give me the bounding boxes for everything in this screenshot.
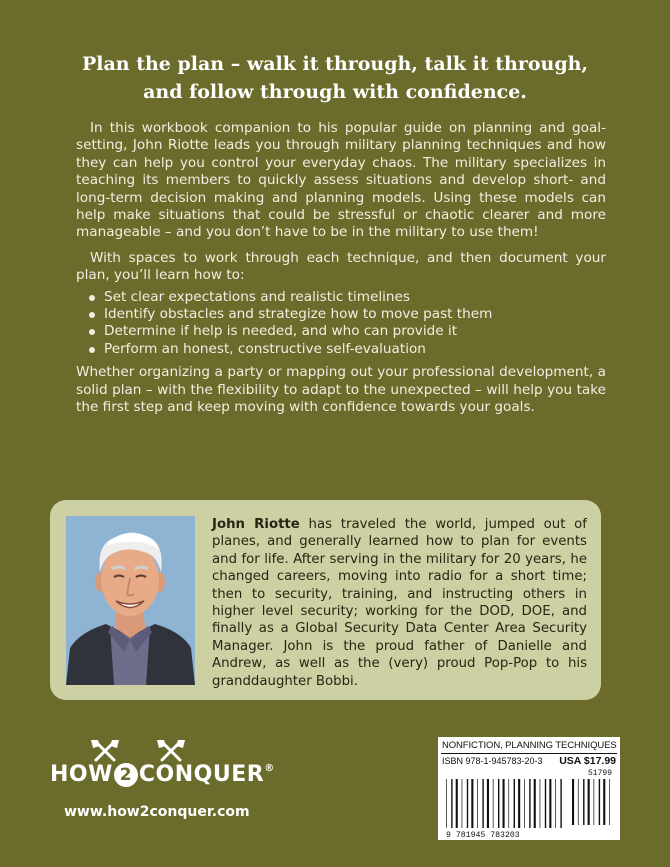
- barcode-isbn: ISBN 978-1-945783-20-3: [442, 756, 543, 766]
- barcode-bar: [572, 779, 574, 825]
- barcode-bar: [451, 779, 452, 828]
- author-illustration: [66, 516, 195, 685]
- barcode-main-bars: [446, 779, 562, 828]
- barcode-price-code: 51799: [587, 769, 612, 778]
- registered-mark: ®: [264, 763, 275, 774]
- barcode-bar: [583, 779, 584, 825]
- bullet-item: Perform an honest, constructive self-evaluation: [88, 341, 606, 358]
- barcode-bar: [555, 779, 556, 828]
- barcode-bar: [514, 779, 515, 828]
- publisher-wordmark: [50, 762, 275, 787]
- barcode-bar: [545, 779, 546, 828]
- author-bio-panel: [50, 500, 601, 700]
- author-bio-text: [212, 516, 587, 690]
- barcode-bar: [603, 779, 605, 825]
- closing-paragraph: Whether organizing a party or mapping out your professional development, a solid plan – with the flexibility to adapt to the unexpected – will help you take the first step and keep moving with confidence towards your goals.: [76, 364, 606, 416]
- barcode-ean-digits: 9 781945 783203: [446, 831, 520, 839]
- wordmark-number: 2: [114, 763, 138, 787]
- publisher-website: www.how2conquer.com: [64, 804, 250, 820]
- barcode-category: NONFICTION, PLANNING TECHNIQUES: [442, 740, 617, 751]
- barcode-bar: [503, 779, 505, 828]
- barcode-bar: [518, 779, 520, 828]
- barcode-panel: [438, 737, 620, 840]
- barcode-bar: [534, 779, 536, 828]
- barcode-bar: [549, 779, 551, 828]
- barcode-bar: [578, 779, 579, 825]
- intro-paragraph: In this workbook companion to his popular guide on planning and goal-setting, John Riotte leads you through military planning techniques and how they can help you control your everyday chaos. The military specializes in teaching its members to quickly assess situations and develop short- and long-term decision making and planning models. Using these models can help make situations that could be stressful or chaotic clearer and more manageable – and you don’t have to be in the military to use them!: [76, 120, 606, 241]
- bullet-list: [88, 289, 606, 359]
- barcode-bar: [467, 779, 468, 828]
- description: [76, 120, 606, 425]
- wordmark-prefix: HOW: [50, 762, 113, 787]
- author-name: John Riotte: [212, 517, 300, 532]
- publisher-logo: [50, 738, 275, 808]
- barcode-bar: [493, 779, 494, 828]
- barcode-bar: [529, 779, 530, 828]
- barcode-divider: [441, 753, 617, 754]
- barcode-bar: [524, 779, 525, 828]
- barcode-bar: [599, 779, 600, 825]
- crossed-axes-icon: [88, 738, 188, 764]
- author-bio-body: has traveled the world, jumped out of planes, and generally learned how to plan for events and for life. After serving in the military for 20 years, he changed careers, moving into radio for a short time; then to security, training, and instructing others in higher level security; working for the DOD, DOE, and finally as a Global Security Data Center Area Security Manager. John is the proud father of Danielle and Andrew, as well as the (very) proud Pop-Pop to his granddaughter Bobbi.: [212, 517, 587, 689]
- bullet-item: Determine if help is needed, and who can provide it: [88, 323, 606, 340]
- isbn-barcode: [444, 767, 616, 839]
- bullet-item: Set clear expectations and realistic timelines: [88, 289, 606, 306]
- barcode-bar: [487, 779, 489, 828]
- barcode-bar: [477, 779, 478, 828]
- barcode-bar: [456, 779, 458, 828]
- lead-in-paragraph: With spaces to work through each technique, and then document your plan, you’ll learn how to:: [76, 249, 606, 284]
- barcode-bar: [446, 779, 447, 828]
- barcode-bar: [560, 779, 561, 828]
- barcode-bar: [462, 779, 463, 828]
- bullet-item: Identify obstacles and strategize how to move past them: [88, 306, 606, 323]
- barcode-bar: [482, 779, 483, 828]
- barcode-bar: [594, 779, 595, 825]
- barcode-bar: [471, 779, 473, 828]
- barcode-price: USA $17.99: [559, 755, 616, 767]
- headline: Plan the plan – walk it through, talk it through, and follow through with confidence.: [81, 53, 589, 103]
- barcode-addon-bars: [572, 779, 610, 825]
- barcode-bar: [609, 779, 610, 825]
- barcode-bar: [540, 779, 541, 828]
- wordmark-suffix: CONQUER: [138, 762, 265, 787]
- barcode-bar: [588, 779, 590, 825]
- author-portrait: [66, 516, 195, 685]
- barcode-bar: [498, 779, 499, 828]
- barcode-bar: [508, 779, 509, 828]
